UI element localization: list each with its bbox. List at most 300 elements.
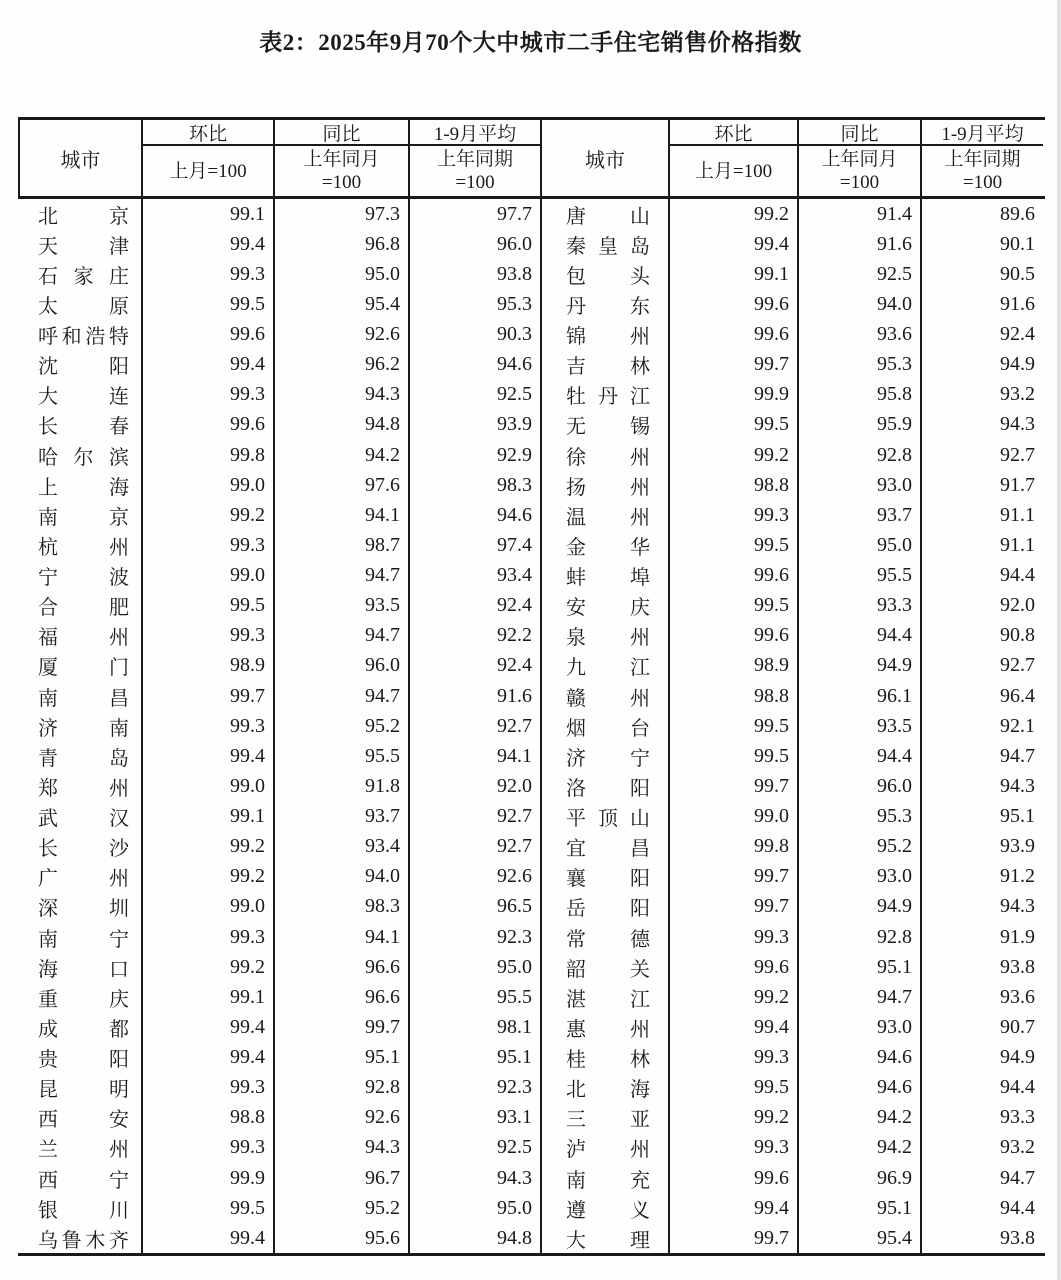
mom-index-value: 99.8 [141, 440, 273, 470]
avg-index-value: 93.2 [920, 1133, 1043, 1163]
city-name: 武 汉 [38, 808, 129, 831]
yoy-index-value: 96.7 [273, 1163, 408, 1193]
avg-index-value: 91.2 [920, 862, 1043, 892]
mom-index-value: 99.6 [141, 410, 273, 440]
city-name: 九 江 [566, 657, 650, 680]
mom-index-value: 99.6 [668, 561, 797, 591]
header-avg-base-line2: =100 [962, 172, 1003, 193]
avg-index-value: 94.6 [408, 350, 540, 380]
mom-index-value: 99.0 [141, 561, 273, 591]
city-name: 宜 昌 [566, 838, 650, 861]
avg-index-value: 94.3 [920, 771, 1043, 801]
city-name: 西 宁 [38, 1169, 129, 1192]
mom-index-value: 99.4 [668, 1012, 797, 1042]
mom-index-value: 99.3 [141, 621, 273, 651]
city-name: 乌 鲁 木 齐 [38, 1229, 129, 1252]
header-yoy-base-line2: =100 [321, 172, 362, 193]
mom-index-value: 99.4 [668, 1193, 797, 1223]
city-name: 常 德 [566, 928, 650, 951]
avg-index-value: 92.9 [408, 440, 540, 470]
city-name: 济 宁 [566, 747, 650, 770]
mom-index-value: 99.5 [141, 1193, 273, 1223]
header-city: 城市 [585, 149, 625, 172]
mom-index-value: 99.1 [141, 802, 273, 832]
avg-index-value: 89.6 [920, 199, 1043, 229]
yoy-index-value: 95.4 [273, 289, 408, 319]
avg-index-value: 94.4 [920, 561, 1043, 591]
mom-index-value: 99.7 [668, 862, 797, 892]
yoy-index-value: 95.3 [797, 350, 920, 380]
avg-index-value: 94.4 [920, 1193, 1043, 1223]
mom-index-value: 98.8 [668, 470, 797, 500]
mom-index-value: 99.7 [668, 1223, 797, 1253]
yoy-index-value: 94.2 [797, 1133, 920, 1163]
avg-index-value: 92.4 [408, 651, 540, 681]
mom-index-value: 99.5 [141, 591, 273, 621]
table-title: 表2：2025年9月70个大中城市二手住宅销售价格指数 [259, 30, 802, 55]
mom-index-value: 99.6 [668, 320, 797, 350]
city-name: 上 海 [38, 476, 129, 499]
table-right-half [540, 120, 1045, 1253]
avg-index-value: 94.6 [408, 500, 540, 530]
header-avg-base [920, 146, 1043, 196]
avg-index-value: 92.7 [920, 651, 1043, 681]
city-name: 青 岛 [38, 747, 129, 770]
mom-index-value: 99.7 [668, 350, 797, 380]
avg-index-value: 96.5 [408, 892, 540, 922]
mom-index-value: 99.0 [141, 892, 273, 922]
city-name: 南 昌 [38, 687, 129, 710]
mom-index-value: 98.9 [141, 651, 273, 681]
yoy-index-value: 91.6 [797, 229, 920, 259]
yoy-index-value: 95.6 [273, 1223, 408, 1253]
city-name: 安 庆 [566, 597, 650, 620]
mom-index-value: 98.9 [668, 651, 797, 681]
mom-index-value: 99.7 [668, 892, 797, 922]
avg-index-value: 95.0 [408, 952, 540, 982]
header-mom: 环比 [668, 120, 797, 146]
yoy-index-value: 94.8 [273, 410, 408, 440]
mom-index-value: 99.2 [668, 982, 797, 1012]
avg-index-value: 91.6 [408, 681, 540, 711]
yoy-index-value: 95.9 [797, 410, 920, 440]
city-name: 昆 明 [38, 1079, 129, 1102]
city-name: 石 家 庄 [38, 265, 129, 288]
yoy-index-value: 92.6 [273, 320, 408, 350]
yoy-index-value: 96.9 [797, 1163, 920, 1193]
avg-index-value: 97.7 [408, 199, 540, 229]
avg-index-value: 91.9 [920, 922, 1043, 952]
mom-index-value: 99.1 [668, 259, 797, 289]
city-name: 北 海 [566, 1079, 650, 1102]
yoy-index-value: 94.4 [797, 741, 920, 771]
avg-index-value: 91.1 [920, 500, 1043, 530]
yoy-index-value: 94.1 [273, 922, 408, 952]
avg-index-value: 92.7 [408, 832, 540, 862]
avg-index-value: 93.6 [920, 982, 1043, 1012]
avg-index-value: 94.3 [920, 892, 1043, 922]
mom-index-value: 99.9 [668, 380, 797, 410]
header-yoy-base-line2: =100 [839, 172, 880, 193]
avg-index-value: 94.8 [408, 1223, 540, 1253]
avg-index-value: 98.1 [408, 1012, 540, 1042]
yoy-index-value: 93.0 [797, 1012, 920, 1042]
avg-index-value: 93.9 [920, 832, 1043, 862]
avg-index-value: 91.1 [920, 530, 1043, 560]
mom-index-value: 99.4 [141, 1043, 273, 1073]
city-name: 银 川 [38, 1199, 129, 1222]
mom-index-value: 99.5 [141, 289, 273, 319]
header-yoy: 同比 [273, 120, 408, 146]
yoy-index-value: 92.8 [797, 440, 920, 470]
header-avg-base [408, 146, 540, 196]
city-name: 蚌 埠 [566, 567, 650, 590]
city-name: 锦 州 [566, 326, 650, 349]
mom-index-value: 99.5 [668, 711, 797, 741]
city-name: 包 头 [566, 265, 650, 288]
yoy-index-value: 95.5 [273, 741, 408, 771]
yoy-index-value: 95.3 [797, 802, 920, 832]
avg-index-value: 95.1 [408, 1043, 540, 1073]
yoy-index-value: 94.9 [797, 892, 920, 922]
yoy-index-value: 94.4 [797, 621, 920, 651]
avg-index-value: 97.4 [408, 530, 540, 560]
yoy-index-value: 94.6 [797, 1073, 920, 1103]
yoy-index-value: 95.2 [273, 1193, 408, 1223]
city-name: 洛 阳 [566, 777, 650, 800]
header-avg-base-line1: 上年同期 [436, 149, 513, 170]
city-name: 三 亚 [566, 1109, 650, 1132]
avg-index-value: 92.4 [920, 320, 1043, 350]
yoy-index-value: 95.0 [273, 259, 408, 289]
avg-index-value: 92.7 [408, 711, 540, 741]
mom-index-value: 99.4 [141, 350, 273, 380]
mom-index-value: 99.3 [141, 530, 273, 560]
yoy-index-value: 94.2 [273, 440, 408, 470]
city-name: 成 都 [38, 1018, 129, 1041]
mom-index-value: 99.6 [141, 320, 273, 350]
yoy-index-value: 94.3 [273, 380, 408, 410]
yoy-index-value: 96.0 [273, 651, 408, 681]
mom-index-value: 99.4 [141, 1223, 273, 1253]
avg-index-value: 93.3 [920, 1103, 1043, 1133]
avg-index-value: 92.7 [920, 440, 1043, 470]
yoy-index-value: 95.1 [273, 1043, 408, 1073]
city-name: 桂 林 [566, 1049, 650, 1072]
avg-index-value: 93.8 [920, 952, 1043, 982]
avg-index-value: 92.5 [408, 380, 540, 410]
yoy-index-value: 95.1 [797, 952, 920, 982]
mom-index-value: 99.1 [141, 199, 273, 229]
city-name: 大 连 [38, 386, 129, 409]
city-name: 徐 州 [566, 446, 650, 469]
header-avg: 1-9月平均 [920, 120, 1043, 146]
yoy-index-value: 95.4 [797, 1223, 920, 1253]
header-yoy-base [273, 146, 408, 196]
yoy-index-value: 97.3 [273, 199, 408, 229]
mom-index-value: 99.2 [668, 199, 797, 229]
city-name: 韶 关 [566, 958, 650, 981]
yoy-index-value: 96.6 [273, 982, 408, 1012]
avg-index-value: 94.3 [920, 410, 1043, 440]
yoy-index-value: 96.0 [797, 771, 920, 801]
city-name: 烟 台 [566, 717, 650, 740]
city-name: 合 肥 [38, 597, 129, 620]
mom-index-value: 99.4 [668, 229, 797, 259]
city-name: 秦 皇 岛 [566, 235, 650, 258]
avg-index-value: 90.7 [920, 1012, 1043, 1042]
city-name: 海 口 [38, 958, 129, 981]
city-name: 长 沙 [38, 838, 129, 861]
city-name: 赣 州 [566, 687, 650, 710]
mom-index-value: 98.8 [141, 1103, 273, 1133]
avg-index-value: 90.3 [408, 320, 540, 350]
mom-index-value: 99.5 [668, 530, 797, 560]
mom-index-value: 99.9 [141, 1163, 273, 1193]
mom-index-value: 99.3 [668, 922, 797, 952]
avg-index-value: 95.0 [408, 1193, 540, 1223]
avg-index-value: 92.0 [408, 771, 540, 801]
yoy-index-value: 93.7 [273, 802, 408, 832]
avg-index-value: 92.1 [920, 711, 1043, 741]
mom-index-value: 99.3 [668, 1133, 797, 1163]
city-name: 重 庆 [38, 988, 129, 1011]
city-name: 宁 波 [38, 567, 129, 590]
header-yoy: 同比 [797, 120, 920, 146]
table-body-left [18, 199, 540, 1253]
avg-index-value: 95.1 [920, 802, 1043, 832]
table-header-right [542, 120, 1045, 199]
avg-index-value: 92.7 [408, 802, 540, 832]
city-name: 岳 阳 [566, 898, 650, 921]
yoy-index-value: 93.3 [797, 591, 920, 621]
avg-index-value: 92.3 [408, 922, 540, 952]
yoy-index-value: 97.6 [273, 470, 408, 500]
mom-index-value: 99.4 [141, 229, 273, 259]
header-avg-base-line2: =100 [455, 172, 495, 193]
table-header-left [18, 120, 540, 199]
avg-index-value: 96.4 [920, 681, 1043, 711]
mom-index-value: 99.5 [668, 741, 797, 771]
city-name: 金 华 [566, 536, 650, 559]
city-name: 襄 阳 [566, 868, 650, 891]
city-name: 吉 林 [566, 356, 650, 379]
yoy-index-value: 95.8 [797, 380, 920, 410]
yoy-index-value: 96.1 [797, 681, 920, 711]
avg-index-value: 96.0 [408, 229, 540, 259]
yoy-index-value: 99.7 [273, 1012, 408, 1042]
city-name: 丹 东 [566, 295, 650, 318]
yoy-index-value: 94.7 [273, 681, 408, 711]
header-avg-base-line1: 上年同期 [944, 149, 1021, 170]
city-name: 南 充 [566, 1169, 650, 1192]
city-name: 贵 阳 [38, 1049, 129, 1072]
mom-index-value: 99.7 [668, 771, 797, 801]
yoy-index-value: 94.3 [273, 1133, 408, 1163]
mom-index-value: 99.3 [141, 922, 273, 952]
yoy-index-value: 92.8 [797, 922, 920, 952]
mom-index-value: 99.0 [141, 470, 273, 500]
mom-index-value: 99.2 [141, 862, 273, 892]
city-name: 唐 山 [566, 205, 650, 228]
avg-index-value: 92.6 [408, 862, 540, 892]
yoy-index-value: 96.6 [273, 952, 408, 982]
avg-index-value: 93.1 [408, 1103, 540, 1133]
avg-index-value: 98.3 [408, 470, 540, 500]
yoy-index-value: 96.8 [273, 229, 408, 259]
yoy-index-value: 95.0 [797, 530, 920, 560]
city-name: 福 州 [38, 627, 129, 650]
avg-index-value: 94.1 [408, 741, 540, 771]
table-left-half [18, 120, 540, 1253]
mom-index-value: 99.2 [668, 1103, 797, 1133]
yoy-index-value: 95.2 [273, 711, 408, 741]
mom-index-value: 99.6 [668, 952, 797, 982]
header-avg: 1-9月平均 [408, 120, 540, 146]
mom-index-value: 99.2 [141, 500, 273, 530]
mom-index-value: 99.5 [668, 591, 797, 621]
avg-index-value: 92.0 [920, 591, 1043, 621]
mom-index-value: 99.3 [141, 1133, 273, 1163]
avg-index-value: 90.8 [920, 621, 1043, 651]
yoy-index-value: 98.3 [273, 892, 408, 922]
mom-index-value: 99.0 [141, 771, 273, 801]
avg-index-value: 91.6 [920, 289, 1043, 319]
avg-index-value: 95.3 [408, 289, 540, 319]
city-name: 泸 州 [566, 1139, 650, 1162]
city-name: 南 京 [38, 506, 129, 529]
avg-index-value: 92.5 [408, 1133, 540, 1163]
avg-index-value: 90.1 [920, 229, 1043, 259]
mom-index-value: 99.6 [668, 1163, 797, 1193]
yoy-index-value: 94.0 [273, 862, 408, 892]
yoy-index-value: 98.7 [273, 530, 408, 560]
avg-index-value: 90.5 [920, 259, 1043, 289]
city-name: 泉 州 [566, 627, 650, 650]
yoy-index-value: 93.0 [797, 470, 920, 500]
yoy-index-value: 93.4 [273, 832, 408, 862]
table-body-right [542, 199, 1045, 1253]
city-name: 南 宁 [38, 928, 129, 951]
city-name: 长 春 [38, 416, 129, 439]
mom-index-value: 99.4 [141, 741, 273, 771]
mom-index-value: 99.6 [668, 289, 797, 319]
avg-index-value: 92.2 [408, 621, 540, 651]
header-mom-base-line: 上月=100 [694, 160, 773, 182]
mom-index-value: 99.3 [141, 1073, 273, 1103]
avg-index-value: 93.8 [920, 1223, 1043, 1253]
mom-index-value: 99.1 [141, 982, 273, 1012]
city-name: 深 圳 [38, 898, 129, 921]
city-name: 济 南 [38, 717, 129, 740]
city-name: 广 州 [38, 868, 129, 891]
avg-index-value: 94.7 [920, 741, 1043, 771]
city-name: 太 原 [38, 295, 129, 318]
yoy-index-value: 93.0 [797, 862, 920, 892]
city-name: 温 州 [566, 506, 650, 529]
mom-index-value: 99.3 [141, 380, 273, 410]
yoy-index-value: 93.7 [797, 500, 920, 530]
city-name: 惠 州 [566, 1018, 650, 1041]
yoy-index-value: 92.5 [797, 259, 920, 289]
header-yoy-base [797, 146, 920, 196]
price-index-table [18, 117, 1045, 1256]
mom-index-value: 99.3 [141, 259, 273, 289]
mom-index-value: 99.5 [668, 410, 797, 440]
header-city: 城市 [60, 149, 101, 172]
city-name: 哈 尔 滨 [38, 446, 129, 469]
city-name: 扬 州 [566, 476, 650, 499]
mom-index-value: 99.3 [141, 711, 273, 741]
avg-index-value: 94.7 [920, 1163, 1043, 1193]
city-name: 兰 州 [38, 1139, 129, 1162]
mom-index-value: 99.7 [141, 681, 273, 711]
mom-index-value: 99.3 [668, 1043, 797, 1073]
mom-index-value: 98.8 [668, 681, 797, 711]
mom-index-value: 99.5 [668, 1073, 797, 1103]
mom-index-value: 99.0 [668, 802, 797, 832]
header-mom: 环比 [141, 120, 273, 146]
avg-index-value: 93.2 [920, 380, 1043, 410]
city-name: 平 顶 山 [566, 808, 650, 831]
avg-index-value: 93.8 [408, 259, 540, 289]
avg-index-value: 94.9 [920, 350, 1043, 380]
yoy-index-value: 94.0 [797, 289, 920, 319]
city-name: 沈 阳 [38, 356, 129, 379]
yoy-index-value: 95.5 [797, 561, 920, 591]
avg-index-value: 93.4 [408, 561, 540, 591]
yoy-index-value: 91.8 [273, 771, 408, 801]
city-name: 西 安 [38, 1109, 129, 1132]
avg-index-value: 94.3 [408, 1163, 540, 1193]
avg-index-value: 91.7 [920, 470, 1043, 500]
mom-index-value: 99.4 [141, 1012, 273, 1042]
yoy-index-value: 94.7 [273, 621, 408, 651]
yoy-index-value: 94.1 [273, 500, 408, 530]
city-name: 郑 州 [38, 777, 129, 800]
city-name: 无 锡 [566, 416, 650, 439]
city-name: 遵 义 [566, 1199, 650, 1222]
city-name: 厦 门 [38, 657, 129, 680]
avg-index-value: 93.9 [408, 410, 540, 440]
header-mom-base-line: 上月=100 [169, 160, 247, 182]
avg-index-value: 94.4 [920, 1073, 1043, 1103]
mom-index-value: 99.8 [668, 832, 797, 862]
yoy-index-value: 92.8 [273, 1073, 408, 1103]
header-yoy-base-line1: 上年同月 [821, 149, 898, 170]
mom-index-value: 99.6 [668, 621, 797, 651]
yoy-index-value: 93.5 [797, 711, 920, 741]
city-name: 湛 江 [566, 988, 650, 1011]
yoy-index-value: 95.1 [797, 1193, 920, 1223]
yoy-index-value: 93.5 [273, 591, 408, 621]
yoy-index-value: 93.6 [797, 320, 920, 350]
avg-index-value: 92.4 [408, 591, 540, 621]
yoy-index-value: 94.7 [273, 561, 408, 591]
yoy-index-value: 96.2 [273, 350, 408, 380]
city-name: 北 京 [38, 205, 129, 228]
yoy-index-value: 91.4 [797, 199, 920, 229]
avg-index-value: 95.5 [408, 982, 540, 1012]
mom-index-value: 99.2 [141, 952, 273, 982]
mom-index-value: 99.2 [141, 832, 273, 862]
city-name: 呼 和 浩 特 [38, 326, 129, 349]
header-mom-base [141, 146, 273, 196]
page-edge-shadow [1057, 0, 1061, 1280]
yoy-index-value: 94.2 [797, 1103, 920, 1133]
avg-index-value: 92.3 [408, 1073, 540, 1103]
yoy-index-value: 94.6 [797, 1043, 920, 1073]
